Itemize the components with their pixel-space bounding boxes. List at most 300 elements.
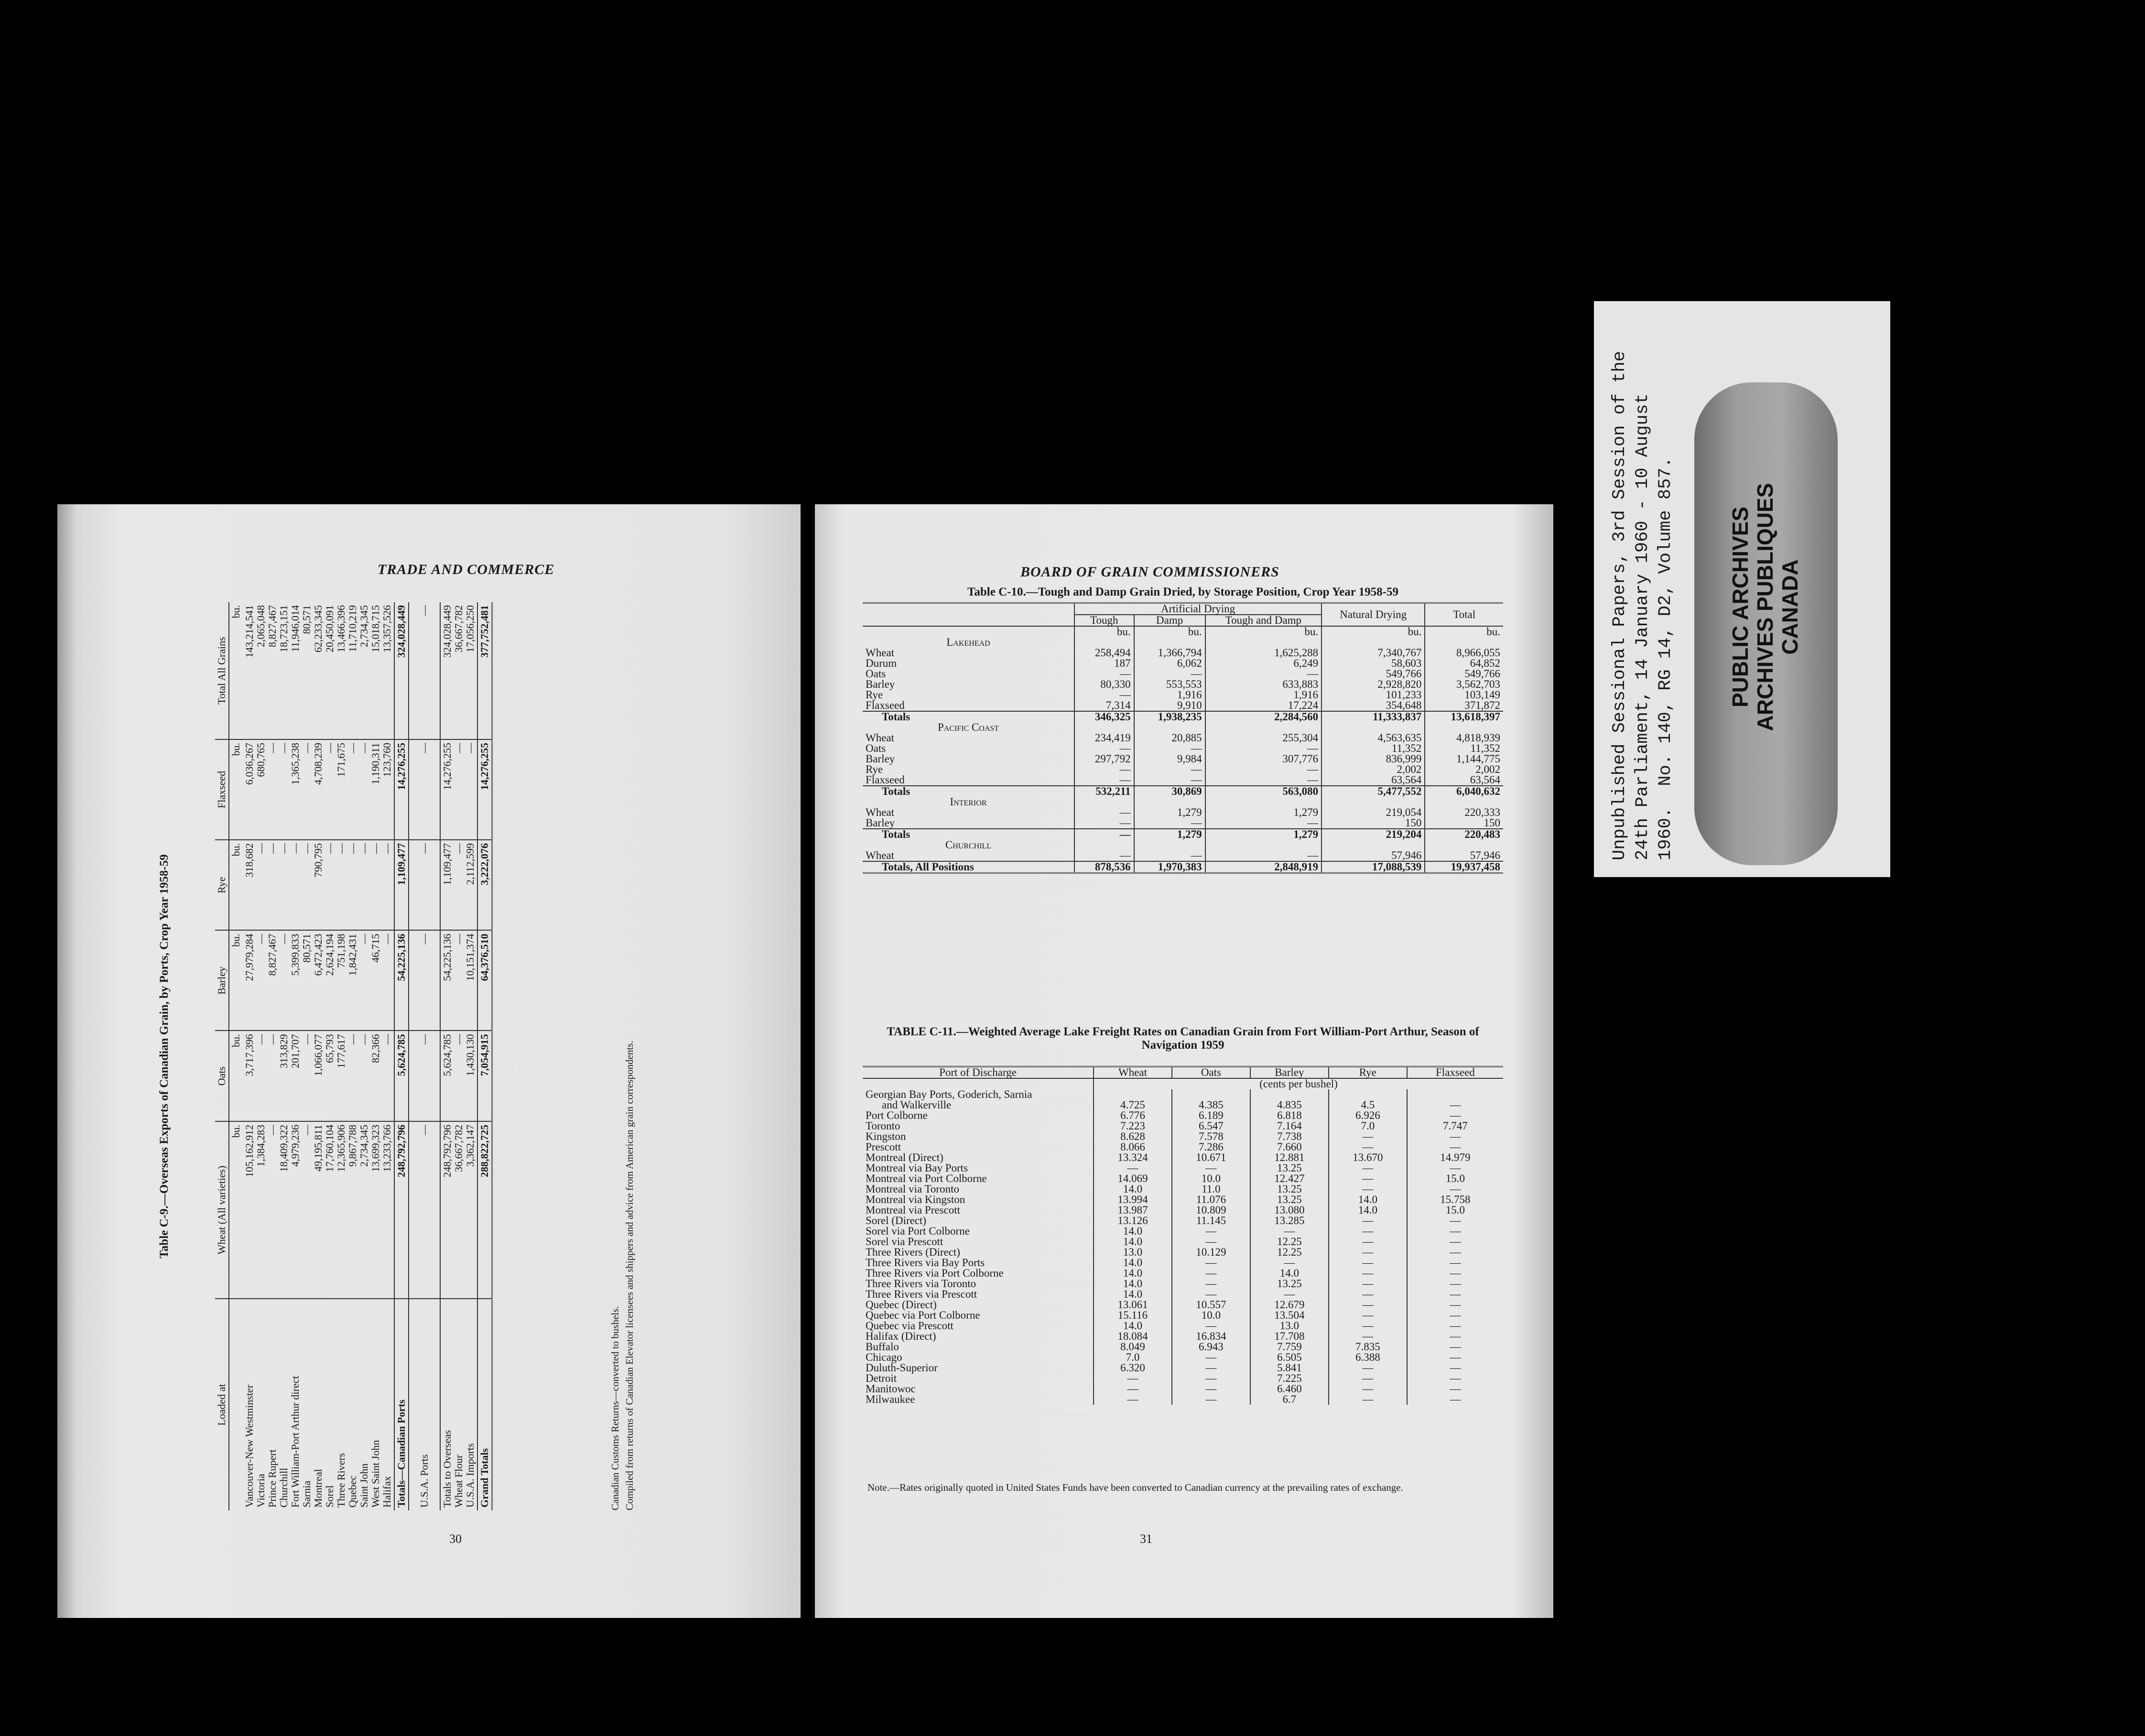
c9-grand-value: 14,276,255 bbox=[477, 739, 492, 840]
c11-cell: 14.0 bbox=[1094, 1226, 1172, 1237]
c9-barley-values: 27,979,284 — 8,827,467 — 5,399,833 80,571 6,472,423 2,624,194 751,198 1,842,431 — 46,715 — bbox=[243, 930, 394, 1031]
c11-cell: — bbox=[1172, 1163, 1250, 1173]
table-row bbox=[863, 1089, 1503, 1100]
c10-grand-label: Totals, All Positions bbox=[863, 861, 1074, 873]
c11-cell: — bbox=[1172, 1373, 1250, 1384]
c9-totals-value: 324,028,449 bbox=[394, 602, 409, 739]
table-c10 bbox=[863, 602, 1503, 874]
c10-cell: — bbox=[1074, 764, 1134, 775]
table-row bbox=[863, 1205, 1503, 1215]
c10-col-tough-damp: Tough and Damp bbox=[1205, 615, 1322, 626]
table-row bbox=[863, 1310, 1503, 1321]
c10-cell: 549,766 bbox=[1322, 669, 1425, 679]
c9-us-value: — bbox=[409, 739, 440, 840]
c11-cell: 8.066 bbox=[1094, 1142, 1172, 1152]
c9-col-loaded: Loaded at bbox=[215, 1299, 229, 1510]
c11-cell: — bbox=[1329, 1384, 1407, 1394]
c11-row-label: Port Colborne bbox=[866, 1109, 928, 1121]
table-row bbox=[863, 1373, 1503, 1384]
c10-cell: — bbox=[1134, 669, 1205, 679]
c9-us-value: — bbox=[409, 840, 440, 931]
c9-grand-label: Grand Totals bbox=[477, 1299, 492, 1510]
c11-cell: 6.943 bbox=[1172, 1342, 1250, 1352]
c11-cell: — bbox=[1094, 1394, 1172, 1405]
c10-cell: 1,916 bbox=[1134, 690, 1205, 700]
c11-cell: 10.809 bbox=[1172, 1205, 1250, 1215]
c9-wheat-values: 105,162,912 1,384,283 — 18,409,322 4,979,236 — 49,195,811 17,760,104 12,365,906 9,867,788 2,734,345 13,699,323 13,233,766 bbox=[243, 1121, 394, 1299]
c11-row-label: Kingston bbox=[866, 1130, 906, 1142]
c10-row-label: Barley bbox=[866, 817, 895, 829]
c11-cell: 10.129 bbox=[1172, 1247, 1250, 1258]
c11-cell: — bbox=[1172, 1279, 1250, 1289]
c10-cell: 57,946 bbox=[1425, 850, 1503, 861]
c9-sub-wheat: 248,792,796 36,667,782 3,362,147 bbox=[440, 1121, 477, 1299]
c9-unit: bu. bbox=[229, 840, 243, 931]
c10-cell: 3,562,703 bbox=[1425, 679, 1503, 690]
c11-cell: 10.0 bbox=[1172, 1173, 1250, 1184]
c11-cell: 6.926 bbox=[1329, 1110, 1407, 1121]
c11-cell: 16.834 bbox=[1172, 1331, 1250, 1342]
c10-cell: 9,984 bbox=[1134, 754, 1205, 764]
c11-cell: 14.0 bbox=[1250, 1268, 1329, 1279]
c9-ports: Vancouver-New Westminster Victoria Prince Rupert Churchill Fort William-Port Arthur direct Sarnia Montreal Sorel Three Rivers Quebec Saint John West Saint John Halifax bbox=[243, 1376, 393, 1508]
c11-cell: — bbox=[1172, 1268, 1250, 1279]
c10-cell: — bbox=[1205, 669, 1322, 679]
c11-row-label: Toronto bbox=[866, 1120, 900, 1132]
c11-cell: 13.670 bbox=[1329, 1152, 1407, 1163]
table-row bbox=[863, 1279, 1503, 1289]
c10-row-label: Durum bbox=[866, 657, 897, 669]
c11-cell: — bbox=[1250, 1289, 1329, 1300]
c11-cell: — bbox=[1329, 1331, 1407, 1342]
c9-col-barley: Barley bbox=[215, 930, 229, 1031]
c11-row-label: Montreal via Toronto bbox=[866, 1183, 959, 1195]
c10-section-name: Interior bbox=[950, 796, 987, 808]
c11-col-rye: Rye bbox=[1329, 1067, 1407, 1079]
c10-body bbox=[863, 626, 1503, 873]
c11-cell: — bbox=[1329, 1215, 1407, 1226]
c10-cell: 2,002 bbox=[1425, 764, 1503, 775]
table-row bbox=[863, 690, 1503, 700]
c10-total-cell: 219,204 bbox=[1322, 829, 1425, 840]
c11-cell: 13.987 bbox=[1094, 1205, 1172, 1215]
c11-cell: — bbox=[1329, 1131, 1407, 1142]
c9-footnote-1: Canadian Customs Returns—converted to bushels. bbox=[609, 1306, 621, 1510]
c10-total-cell: 346,325 bbox=[1074, 711, 1134, 722]
c11-cell: — bbox=[1407, 1363, 1503, 1373]
c11-cell: 7.225 bbox=[1250, 1373, 1329, 1384]
c11-cell: 4.835 bbox=[1250, 1100, 1329, 1110]
c11-cell: 13.324 bbox=[1094, 1152, 1172, 1163]
c10-cell: — bbox=[1074, 743, 1134, 754]
c11-cell: 10.557 bbox=[1172, 1300, 1250, 1310]
c11-body bbox=[863, 1078, 1503, 1405]
c11-cell: — bbox=[1407, 1237, 1503, 1247]
table-row bbox=[863, 658, 1503, 669]
table-row bbox=[863, 1321, 1503, 1331]
c9-unit: bu. bbox=[229, 930, 243, 1031]
c10-cell: 255,304 bbox=[1205, 733, 1322, 743]
c9-col-flax: Flaxseed bbox=[215, 739, 229, 840]
table-row bbox=[394, 602, 409, 1510]
c11-cell: — bbox=[1407, 1289, 1503, 1300]
c11-row-label: Montreal via Port Colborne bbox=[866, 1172, 987, 1184]
c11-row-label: Chicago bbox=[866, 1351, 902, 1363]
c11-cell: 8.628 bbox=[1094, 1131, 1172, 1142]
c10-row-label: Oats bbox=[866, 742, 886, 754]
c11-cell: 17.708 bbox=[1250, 1331, 1329, 1342]
c11-cell: 11.145 bbox=[1172, 1215, 1250, 1226]
c11-cell: 13.994 bbox=[1094, 1194, 1172, 1205]
c10-cell: — bbox=[1134, 775, 1205, 786]
c10-section-name: Lakehead bbox=[946, 636, 990, 648]
c11-cell: 11.0 bbox=[1172, 1184, 1250, 1194]
c9-unit: bu. bbox=[229, 1031, 243, 1121]
c11-row-label: Quebec via Prescott bbox=[866, 1320, 953, 1332]
c11-cell: — bbox=[1329, 1163, 1407, 1173]
c11-cell: 4.725 bbox=[1094, 1100, 1172, 1110]
c10-section-name: Pacific Coast bbox=[937, 721, 999, 733]
c11-row-label: Sorel via Prescott bbox=[866, 1236, 943, 1248]
c10-total-cell: 11,333,837 bbox=[1322, 711, 1425, 722]
c10-cell: — bbox=[1134, 818, 1205, 829]
c11-col-flax: Flaxseed bbox=[1407, 1067, 1503, 1079]
c10-cell: 836,999 bbox=[1322, 754, 1425, 764]
c10-col-total: Total bbox=[1425, 603, 1503, 627]
c11-col-port: Port of Discharge bbox=[863, 1067, 1094, 1079]
table-row bbox=[863, 1384, 1503, 1394]
c11-cell bbox=[1407, 1089, 1503, 1100]
c9-us-value: — bbox=[409, 930, 440, 1031]
c9-grand-value: 64,376,510 bbox=[477, 930, 492, 1031]
c11-cell: 7.164 bbox=[1250, 1121, 1329, 1131]
c9-unit: bu. bbox=[229, 739, 243, 840]
table-row bbox=[863, 1363, 1503, 1373]
c10-unit: bu. bbox=[1074, 626, 1134, 637]
c11-cell: 6.7 bbox=[1250, 1394, 1329, 1405]
c9-col-total: Total All Grains bbox=[215, 602, 229, 739]
c11-row-label: and Walkerville bbox=[882, 1099, 952, 1111]
c10-row-label: Rye bbox=[866, 689, 883, 701]
c11-cell: 14.0 bbox=[1094, 1237, 1172, 1247]
left-page bbox=[57, 504, 801, 1618]
table-row bbox=[863, 679, 1503, 690]
c10-cell: — bbox=[1205, 818, 1322, 829]
c11-cell: — bbox=[1094, 1384, 1172, 1394]
table-c11 bbox=[863, 1066, 1503, 1405]
table-row bbox=[863, 1237, 1503, 1247]
c10-cell: 371,872 bbox=[1425, 700, 1503, 711]
table-row bbox=[243, 602, 394, 1510]
c11-cell: 13.25 bbox=[1250, 1184, 1329, 1194]
table-row bbox=[863, 733, 1503, 743]
c10-total-cell: 6,040,632 bbox=[1425, 786, 1503, 797]
c10-cell: 258,494 bbox=[1074, 648, 1134, 658]
c11-row-label: Three Rivers (Direct) bbox=[866, 1246, 960, 1258]
c11-cell: — bbox=[1407, 1342, 1503, 1352]
table-row bbox=[863, 1215, 1503, 1226]
c11-cell: 12.427 bbox=[1250, 1173, 1329, 1184]
c11-cell: — bbox=[1329, 1300, 1407, 1310]
c10-cell: — bbox=[1205, 850, 1322, 861]
c11-row-label: Montreal via Kingston bbox=[866, 1194, 965, 1205]
c11-cell: 14.979 bbox=[1407, 1152, 1503, 1163]
c10-cell: 20,885 bbox=[1134, 733, 1205, 743]
c11-cell: 10.671 bbox=[1172, 1152, 1250, 1163]
c11-cell: 14.0 bbox=[1329, 1205, 1407, 1215]
c10-group-header: Artificial Drying bbox=[1074, 603, 1322, 615]
c10-cell: 2,928,820 bbox=[1322, 679, 1425, 690]
c11-cell: 7.578 bbox=[1172, 1131, 1250, 1142]
c10-cell: 1,144,775 bbox=[1425, 754, 1503, 764]
c11-cell: — bbox=[1407, 1310, 1503, 1321]
c11-cell: — bbox=[1172, 1237, 1250, 1247]
c11-row-label: Duluth-Superior bbox=[866, 1362, 938, 1374]
c11-cell: — bbox=[1329, 1279, 1407, 1289]
c9-col-rye: Rye bbox=[215, 840, 229, 931]
c11-row-label: Detroit bbox=[866, 1372, 897, 1384]
c11-cell: — bbox=[1407, 1163, 1503, 1173]
c10-cell: 1,279 bbox=[1134, 807, 1205, 818]
c10-cell: 64,852 bbox=[1425, 658, 1503, 669]
c9-us-label: U.S.A. Ports bbox=[409, 1299, 440, 1510]
c11-row-label: Montreal via Prescott bbox=[866, 1204, 961, 1216]
table-c9-rotated bbox=[158, 602, 669, 1510]
c9-grand-value: 377,752,481 bbox=[477, 602, 492, 739]
table-row bbox=[863, 754, 1503, 764]
table-row bbox=[863, 1289, 1503, 1300]
c9-sub-rye: 1,109,477 — 2,112,599 bbox=[440, 840, 477, 931]
c11-cell: 14.0 bbox=[1094, 1268, 1172, 1279]
c11-note: Note.—Rates originally quoted in United States Funds have been converted to Canadian currency at the prevailing rates of exchange. bbox=[867, 1482, 1403, 1493]
table-row bbox=[863, 1131, 1503, 1142]
c10-cell: — bbox=[1134, 850, 1205, 861]
c10-total-cell: 5,477,552 bbox=[1322, 786, 1425, 797]
c11-cell: 7.660 bbox=[1250, 1142, 1329, 1152]
c10-total-cell: 1,279 bbox=[1134, 829, 1205, 840]
c10-cell: 187 bbox=[1074, 658, 1134, 669]
c9-unit: bu. bbox=[229, 1121, 243, 1299]
c10-cell: 7,340,767 bbox=[1322, 648, 1425, 658]
c11-row-label: Three Rivers via Port Colborne bbox=[866, 1267, 1004, 1279]
c10-unit: bu. bbox=[1205, 626, 1322, 637]
c10-row-label: Wheat bbox=[866, 806, 895, 818]
c11-cell: 7.759 bbox=[1250, 1342, 1329, 1352]
c9-totals-label: Totals—Canadian Ports bbox=[394, 1299, 409, 1510]
c10-cell: 1,366,794 bbox=[1134, 648, 1205, 658]
c10-total-cell: 1,279 bbox=[1205, 829, 1322, 840]
c9-us-value: — bbox=[409, 1031, 440, 1121]
c10-col-tough: Tough bbox=[1074, 615, 1134, 626]
c11-cell: 4.385 bbox=[1172, 1100, 1250, 1110]
c9-totals-value: 1,109,477 bbox=[394, 840, 409, 931]
c11-cell: 6.388 bbox=[1329, 1352, 1407, 1363]
c11-cell: — bbox=[1407, 1321, 1503, 1331]
table-row bbox=[863, 775, 1503, 786]
c11-col-wheat: Wheat bbox=[1094, 1067, 1172, 1079]
c11-cell: 5.841 bbox=[1250, 1363, 1329, 1373]
c11-cell: 7.223 bbox=[1094, 1121, 1172, 1131]
c11-cell: 7.738 bbox=[1250, 1131, 1329, 1142]
c11-cell: 6.460 bbox=[1250, 1384, 1329, 1394]
c9-grand-value: 7,054,915 bbox=[477, 1031, 492, 1121]
table-row bbox=[440, 602, 477, 1510]
c9-us-value: — bbox=[409, 1121, 440, 1299]
c11-col-barley: Barley bbox=[1250, 1067, 1329, 1079]
c9-sub-total: 324,028,449 36,667,782 17,056,250 bbox=[440, 602, 477, 739]
c11-cell: 8.049 bbox=[1094, 1342, 1172, 1352]
c10-col-natural: Natural Drying bbox=[1322, 603, 1425, 627]
c10-totals-row bbox=[863, 786, 1503, 797]
c10-total-cell: 30,869 bbox=[1134, 786, 1205, 797]
c11-row-label: Prescott bbox=[866, 1141, 901, 1153]
c10-grand-cell: 17,088,539 bbox=[1322, 861, 1425, 873]
c10-totals-label: Totals bbox=[863, 786, 1074, 797]
c10-totals-label: Totals bbox=[863, 711, 1074, 722]
c11-cell: — bbox=[1172, 1321, 1250, 1331]
c10-cell: 150 bbox=[1322, 818, 1425, 829]
c11-cell: — bbox=[1329, 1373, 1407, 1384]
page-number-right: 31 bbox=[1140, 1532, 1152, 1546]
c10-cell: 219,054 bbox=[1322, 807, 1425, 818]
c10-cell: 633,883 bbox=[1205, 679, 1322, 690]
c11-cell bbox=[1172, 1089, 1250, 1100]
table-row bbox=[863, 1100, 1503, 1110]
c10-section-row bbox=[863, 840, 1503, 850]
c11-cell: — bbox=[1407, 1142, 1503, 1152]
c11-cell: 13.0 bbox=[1094, 1247, 1172, 1258]
c10-cell: 8,966,055 bbox=[1425, 648, 1503, 658]
c11-cell: 13.25 bbox=[1250, 1279, 1329, 1289]
c11-cell: 10.0 bbox=[1172, 1310, 1250, 1321]
c11-cell: — bbox=[1407, 1247, 1503, 1258]
c11-cell: — bbox=[1172, 1258, 1250, 1268]
c10-cell: 307,776 bbox=[1205, 754, 1322, 764]
c11-cell: — bbox=[1172, 1352, 1250, 1363]
c10-cell: — bbox=[1205, 775, 1322, 786]
c10-section-row bbox=[863, 722, 1503, 733]
c10-cell: 101,233 bbox=[1322, 690, 1425, 700]
c10-cell: 1,279 bbox=[1205, 807, 1322, 818]
c11-row-label: Sorel via Port Colborne bbox=[866, 1225, 970, 1237]
c10-row-label: Barley bbox=[866, 753, 895, 765]
c11-row-label: Three Rivers via Toronto bbox=[866, 1278, 976, 1290]
table-row bbox=[863, 669, 1503, 679]
c11-cell: — bbox=[1407, 1215, 1503, 1226]
c10-section-row bbox=[863, 797, 1503, 807]
c10-totals-row bbox=[863, 711, 1503, 722]
c10-totals-label: Totals bbox=[863, 829, 1074, 840]
c9-totals-value: 54,225,136 bbox=[394, 930, 409, 1031]
c11-cell: 7.286 bbox=[1172, 1142, 1250, 1152]
c11-cell: — bbox=[1407, 1373, 1503, 1384]
c10-cell: 63,564 bbox=[1425, 775, 1503, 786]
table-row bbox=[477, 602, 492, 1510]
table-row bbox=[863, 1110, 1503, 1121]
c11-cell: — bbox=[1407, 1331, 1503, 1342]
c10-row-label: Barley bbox=[866, 678, 895, 690]
c11-cell: 14.0 bbox=[1329, 1194, 1407, 1205]
c9-flax-values: 6,036,267 680,765 — — 1,365,238 — 4,708,239 — 171,675 — — 1,190,311 123,760 bbox=[243, 739, 394, 840]
c10-total-cell: 532,211 bbox=[1074, 786, 1134, 797]
c10-cell: 7,314 bbox=[1074, 700, 1134, 711]
c10-col-damp: Damp bbox=[1134, 615, 1205, 626]
c9-totals-value: 5,624,785 bbox=[394, 1031, 409, 1121]
c11-cell: — bbox=[1329, 1173, 1407, 1184]
c9-sub-flax: 14,276,255 — — bbox=[440, 739, 477, 840]
c10-cell: 150 bbox=[1425, 818, 1503, 829]
c11-cell: 14.0 bbox=[1094, 1279, 1172, 1289]
table-row bbox=[863, 1342, 1503, 1352]
c11-cell: — bbox=[1329, 1184, 1407, 1194]
c11-row-label: Halifax (Direct) bbox=[866, 1330, 936, 1342]
c10-cell: 234,419 bbox=[1074, 733, 1134, 743]
table-row bbox=[863, 1331, 1503, 1342]
c11-cell: — bbox=[1329, 1310, 1407, 1321]
c10-cell: 6,062 bbox=[1134, 658, 1205, 669]
c11-cell: — bbox=[1329, 1258, 1407, 1268]
c10-cell: 57,946 bbox=[1322, 850, 1425, 861]
c10-cell: 11,352 bbox=[1322, 743, 1425, 754]
c11-cell: 12.25 bbox=[1250, 1247, 1329, 1258]
c10-cell: — bbox=[1074, 775, 1134, 786]
c10-cell: 1,625,288 bbox=[1205, 648, 1322, 658]
table-row bbox=[863, 743, 1503, 754]
c11-cell: — bbox=[1172, 1226, 1250, 1237]
c10-cell: — bbox=[1134, 764, 1205, 775]
c11-row-label: Georgian Bay Ports, Goderich, Sarnia bbox=[866, 1088, 1032, 1100]
c11-cell: — bbox=[1329, 1394, 1407, 1405]
c11-row-label: Three Rivers via Bay Ports bbox=[866, 1257, 985, 1269]
table-c9 bbox=[215, 602, 493, 1510]
c10-totals-row bbox=[863, 829, 1503, 840]
table-row bbox=[863, 1142, 1503, 1152]
archive-stamp-text: PUBLIC ARCHIVES ARCHIVES PUBLIQUES CANADA bbox=[1728, 483, 1802, 731]
c11-cell: — bbox=[1172, 1289, 1250, 1300]
c10-cell: 63,564 bbox=[1322, 775, 1425, 786]
c11-cell: 14.0 bbox=[1094, 1321, 1172, 1331]
c9-col-wheat: Wheat (All varieties) bbox=[215, 1121, 229, 1299]
c9-col-oats: Oats bbox=[215, 1031, 229, 1121]
c11-cell bbox=[1094, 1089, 1172, 1100]
c11-cell: 14.069 bbox=[1094, 1173, 1172, 1184]
page-number-left: 30 bbox=[449, 1532, 462, 1546]
c11-cell: 15.758 bbox=[1407, 1194, 1503, 1205]
c11-row-label: Sorel (Direct) bbox=[866, 1215, 927, 1226]
c10-row-label: Flaxseed bbox=[866, 699, 905, 711]
c11-cell: — bbox=[1329, 1289, 1407, 1300]
c11-unit: (cents per bushel) bbox=[1094, 1078, 1503, 1089]
archive-label-card bbox=[1594, 301, 1890, 877]
c10-grand-cell: 19,937,458 bbox=[1425, 861, 1503, 873]
table-row bbox=[863, 764, 1503, 775]
table-row bbox=[863, 818, 1503, 829]
c11-cell: — bbox=[1329, 1268, 1407, 1279]
c10-cell: 4,563,635 bbox=[1322, 733, 1425, 743]
c11-cell: — bbox=[1407, 1100, 1503, 1110]
c11-cell: — bbox=[1407, 1258, 1503, 1268]
c10-total-cell: 563,080 bbox=[1205, 786, 1322, 797]
table-c11-title: TABLE C-11.—Weighted Average Lake Freight Rates on Canadian Grain from Fort William-Port Arthur, Season of Navigation 1959 bbox=[887, 1025, 1479, 1052]
c10-cell: 9,910 bbox=[1134, 700, 1205, 711]
c10-cell: 4,818,939 bbox=[1425, 733, 1503, 743]
c11-cell: — bbox=[1250, 1258, 1329, 1268]
archive-stamp bbox=[1694, 382, 1838, 865]
table-row bbox=[863, 1152, 1503, 1163]
c10-cell: 354,648 bbox=[1322, 700, 1425, 711]
c10-cell: — bbox=[1074, 669, 1134, 679]
c10-row-label: Rye bbox=[866, 763, 883, 775]
